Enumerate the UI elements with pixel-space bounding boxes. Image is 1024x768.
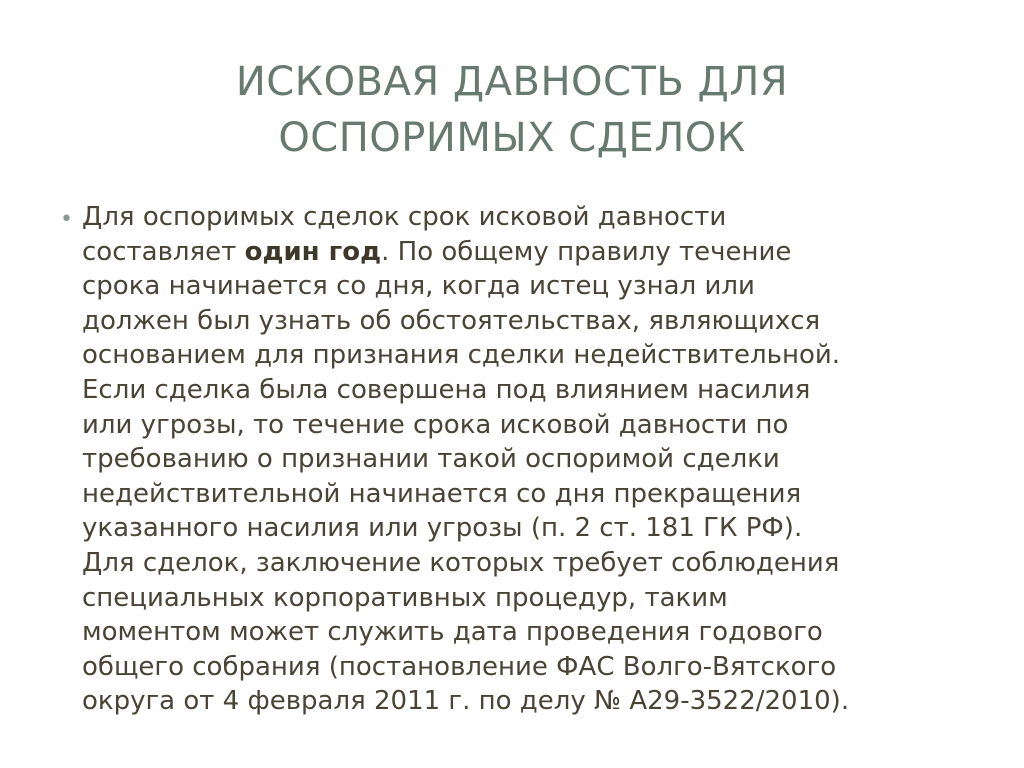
paragraph-line: специальных корпоративных процедур, таким: [82, 582, 728, 613]
slide-title-line-2: ОСПОРИМЫХ СДЕЛОК: [278, 115, 746, 161]
paragraph-line: должен был узнать об обстоятельствах, являющихся: [82, 305, 821, 336]
paragraph-line: срока начинается со дня, когда истец узнал или: [82, 271, 755, 302]
paragraph-text: . По общему правилу течение: [381, 236, 792, 267]
slide-body: [60, 200, 960, 719]
slide-title-line-1: ИСКОВАЯ ДАВНОСТЬ ДЛЯ: [235, 59, 789, 105]
bullet-paragraph: [82, 200, 960, 719]
paragraph-line: общего собрания (постановление ФАС Волго-Вятского: [82, 651, 837, 682]
paragraph-line: Для сделок, заключение которых требует соблюдения: [82, 547, 840, 578]
paragraph-line: или угрозы, то течение срока исковой давности по: [82, 409, 789, 440]
paragraph-text: составляет: [82, 236, 245, 267]
paragraph-line: Если сделка была совершена под влиянием насилия: [82, 374, 811, 405]
paragraph-line: требованию о признании такой оспоримой сделки: [82, 444, 780, 475]
paragraph-line: моментом может служить дата проведения годового: [82, 617, 823, 648]
paragraph-line: Для оспоримых сделок срок исковой давности: [82, 202, 727, 232]
slide-title: [60, 54, 964, 166]
bullet-item: [60, 200, 960, 719]
paragraph-line: основанием для признания сделки недействительной.: [82, 340, 841, 371]
emphasis-term: один год: [244, 236, 382, 267]
paragraph-line: [82, 235, 960, 270]
paragraph-line: округа от 4 февраля 2011 г. по делу № А29-3522/2010).: [82, 686, 850, 717]
bullet-marker-icon: •: [60, 207, 73, 232]
paragraph-line: указанного насилия или угрозы (п. 2 ст. 181 ГК РФ).: [82, 513, 803, 544]
paragraph-line: недействительной начинается со дня прекращения: [82, 478, 802, 509]
